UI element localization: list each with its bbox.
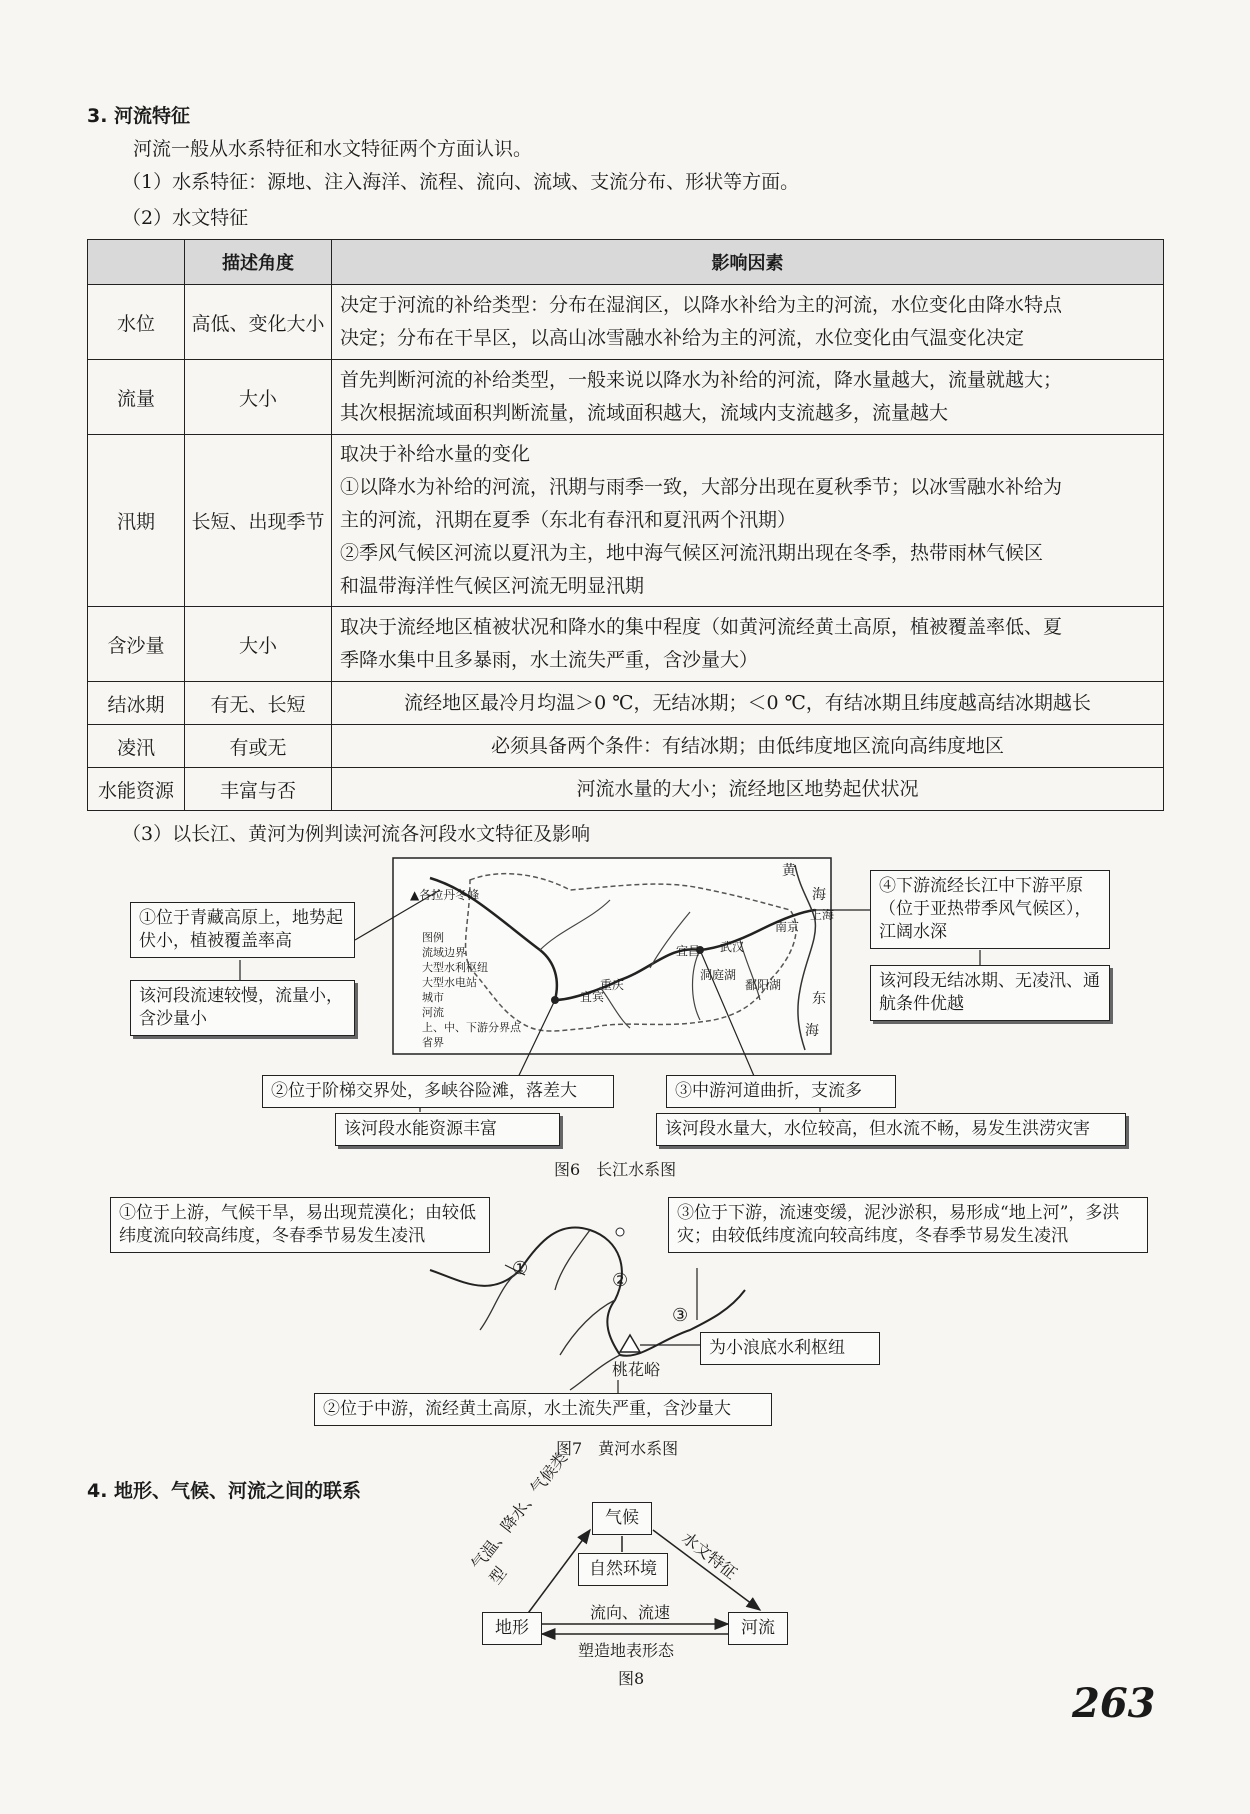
table-header-cell: 描述角度 xyxy=(185,240,332,285)
legend-item: 流域边界 xyxy=(422,946,466,959)
page-number: 263 xyxy=(1072,1680,1156,1727)
row-factors: 河流水量的大小；流经地区地势起伏状况 xyxy=(332,768,1164,811)
factor-line: 主的河流，汛期在夏季（东北有春汛和夏汛两个汛期） xyxy=(340,509,797,531)
node-climate: 气候 xyxy=(592,1502,652,1535)
node-river: 河流 xyxy=(728,1612,788,1645)
sea-label: 海 xyxy=(812,887,826,903)
factor-line: 其次根据流域面积判断流量，流域面积越大，流域内支流越多，流量越大 xyxy=(340,402,949,424)
taohuayu-label: 桃花峪 xyxy=(612,1360,661,1379)
figure-8-caption: 图8 xyxy=(618,1669,645,1688)
lower-reach-box: ④下游流经长江中下游平原（位于亚热带季风气候区），江阔水深 xyxy=(870,870,1110,949)
factor-line: 首先判断河流的补给类型，一般来说以降水为补给的河流，降水量越大，流量就越大； xyxy=(340,369,1063,391)
legend-item: 城市 xyxy=(422,991,444,1004)
table-row xyxy=(88,768,1164,811)
marker-2: ② xyxy=(612,1270,629,1291)
section-4-heading: 4. 地形、气候、河流之间的联系 xyxy=(87,1480,362,1502)
factor-line: ②季风气候区河流以夏汛为主，地中海气候区河流汛期出现在冬季，热带雨林气候区 xyxy=(340,542,1044,564)
row-factors xyxy=(332,435,1164,607)
row-name: 凌汛 xyxy=(88,725,185,768)
legend-item: 省界 xyxy=(422,1036,444,1049)
upper-reach-effect-box: 该河段流速较慢，流量小，含沙量小 xyxy=(130,980,355,1036)
yellow-lower-box: ③位于下游，流速变缓，泥沙淤积，易形成“地上河”，多洪灾；由较低纬度流向较高纬度，冬春季节易发生凌汛 xyxy=(668,1197,1148,1253)
gorge-reach-effect-box: 该河段水能资源丰富 xyxy=(335,1113,560,1146)
gorge-reach-box: ②位于阶梯交界处，多峡谷险滩，落差大 xyxy=(262,1075,614,1108)
table-row xyxy=(88,607,1164,682)
legend-item: 大型水电站 xyxy=(422,976,477,989)
row-angle: 长短、出现季节 xyxy=(185,435,332,607)
node-terrain: 地形 xyxy=(482,1612,542,1645)
factor-line: 取决于补给水量的变化 xyxy=(340,443,531,465)
yellow-middle-box: ②位于中游，流经黄土高原，水土流失严重，含沙量大 xyxy=(314,1393,772,1426)
factor-line: 取决于流经地区植被状况和降水的集中程度（如黄河流经黄土高原，植被覆盖率低、夏 xyxy=(340,616,1063,638)
table-header-row xyxy=(88,240,1164,285)
figure-7-caption: 图7 黄河水系图 xyxy=(556,1439,679,1458)
xiaolangdi-dam-box: 为小浪底水利枢纽 xyxy=(700,1332,880,1365)
map-legend xyxy=(422,930,521,1050)
upper-reach-box: ①位于青藏高原上，地势起伏小，植被覆盖率高 xyxy=(130,902,355,958)
row-angle: 有或无 xyxy=(185,725,332,768)
hydrology-table xyxy=(87,239,1164,811)
lake-label: 洞庭湖 xyxy=(700,968,737,982)
edge-flow-label: 流向、流速 xyxy=(590,1603,671,1622)
factor-line: 季降水集中且多暴雨，水土流失严重，含沙量大） xyxy=(340,649,759,671)
row-angle: 有无、长短 xyxy=(185,682,332,725)
table-row xyxy=(88,360,1164,435)
marker-1: ① xyxy=(512,1258,529,1279)
middle-reach-effect-box: 该河段水量大，水位较高，但水流不畅，易发生洪涝灾害 xyxy=(656,1113,1126,1146)
row-angle: 高低、变化大小 xyxy=(185,285,332,360)
table-row xyxy=(88,285,1164,360)
row-factors xyxy=(332,360,1164,435)
row-factors: 必须具备两个条件：有结冰期；由低纬度地区流向高纬度地区 xyxy=(332,725,1164,768)
row-name: 汛期 xyxy=(88,435,185,607)
lake-label: 鄱阳湖 xyxy=(745,978,782,992)
row-name: 结冰期 xyxy=(88,682,185,725)
legend-item: 大型水利枢纽 xyxy=(422,961,488,974)
city-label: 重庆 xyxy=(600,978,625,992)
edge-right-label: 水文特征 xyxy=(678,1528,741,1583)
section-3-sub2: （2）水文特征 xyxy=(122,207,249,229)
sea-label: 海 xyxy=(805,1023,819,1039)
row-factors xyxy=(332,607,1164,682)
city-label: 上海 xyxy=(810,908,835,922)
row-factors xyxy=(332,285,1164,360)
factor-line: ①以降水为补给的河流，汛期与雨季一致，大部分出现在夏秋季节；以冰雪融水补给为 xyxy=(340,476,1063,498)
lower-reach-effect-box: 该河段无结冰期、无凌汛、通航条件优越 xyxy=(870,965,1110,1021)
city-label: 南京 xyxy=(775,920,800,934)
row-angle: 大小 xyxy=(185,607,332,682)
table-row xyxy=(88,725,1164,768)
figure-6-caption: 图6 长江水系图 xyxy=(554,1160,677,1179)
row-factors: 流经地区最冷月均温＞0 ℃，无结冰期；＜0 ℃，有结冰期且纬度越高结冰期越长 xyxy=(332,682,1164,725)
row-name: 流量 xyxy=(88,360,185,435)
edge-left-label: 气温、降水、气候类型 xyxy=(467,1448,572,1588)
section-3-sub3: （3）以长江、黄河为例判读河流各河段水文特征及影响 xyxy=(122,823,591,845)
table-header-cell xyxy=(88,240,185,285)
yellow-upper-box: ①位于上游，气候干旱，易出现荒漠化；由较低纬度流向较高纬度，冬春季节易发生凌汛 xyxy=(110,1197,490,1253)
legend-title: 图例 xyxy=(422,931,444,944)
section-3-heading: 3. 河流特征 xyxy=(87,105,191,127)
peak-label: ▲各拉丹冬峰 xyxy=(410,888,480,902)
edge-shape-label: 塑造地表形态 xyxy=(578,1641,675,1660)
middle-reach-box: ③中游河道曲折，支流多 xyxy=(666,1075,896,1108)
factor-line: 决定于河流的补给类型：分布在湿润区，以降水补给为主的河流，水位变化由降水特点 xyxy=(340,294,1063,316)
city-label: 武汉 xyxy=(720,940,745,954)
city-label: 宜昌 xyxy=(676,944,701,958)
city-label: 宜宾 xyxy=(580,990,605,1004)
section-3-intro: 河流一般从水系特征和水文特征两个方面认识。 xyxy=(133,138,533,160)
row-angle: 大小 xyxy=(185,360,332,435)
row-angle: 丰富与否 xyxy=(185,768,332,811)
factor-line: 和温带海洋性气候区河流无明显汛期 xyxy=(340,575,645,597)
row-name: 含沙量 xyxy=(88,607,185,682)
table-header-cell: 影响因素 xyxy=(332,240,1164,285)
legend-item: 河流 xyxy=(422,1006,444,1019)
factor-line: 决定；分布在干旱区，以高山冰雪融水补给为主的河流，水位变化由气温变化决定 xyxy=(340,327,1025,349)
marker-3: ③ xyxy=(672,1305,689,1326)
legend-item: 上、中、下游分界点 xyxy=(422,1021,521,1034)
row-name: 水位 xyxy=(88,285,185,360)
sea-label: 东 xyxy=(812,991,826,1007)
node-environment: 自然环境 xyxy=(578,1553,668,1586)
table-row xyxy=(88,435,1164,607)
section-3-sub1: （1）水系特征：源地、注入海洋、流程、流向、流域、支流分布、形状等方面。 xyxy=(122,171,800,193)
table-row xyxy=(88,682,1164,725)
sea-label: 黄 xyxy=(782,863,796,879)
row-name: 水能资源 xyxy=(88,768,185,811)
